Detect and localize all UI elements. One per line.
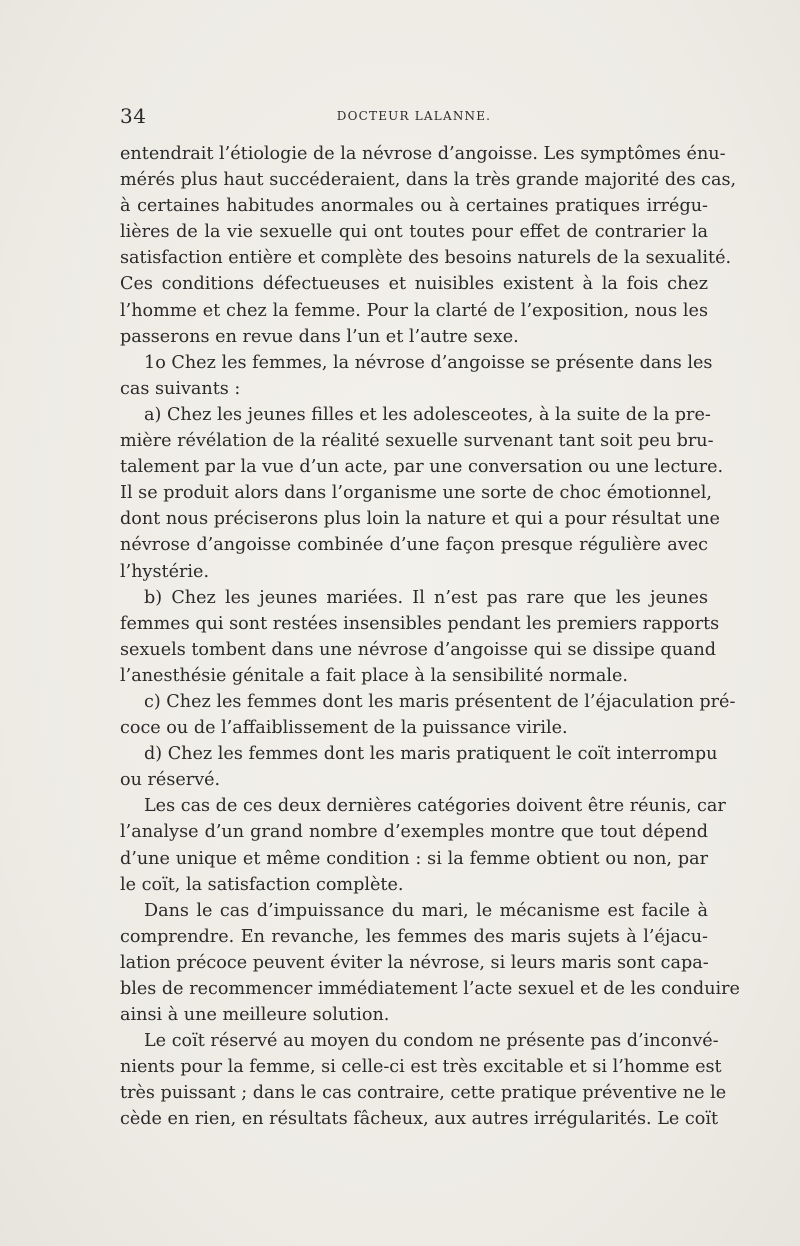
text-line: nients pour la femme, si celle-ci est très excitable et si l’homme est bbox=[120, 1057, 722, 1078]
text-line: Il se produit alors dans l’organisme une sorte de choc émotionnel, bbox=[120, 483, 712, 504]
text-line: Les cas de ces deux dernières catégories doivent être réunis, car bbox=[144, 796, 726, 817]
text-line: entendrait l’étiologie de la névrose d’angoisse. Les symptômes énu- bbox=[120, 144, 726, 164]
text-line: cas suivants : bbox=[120, 378, 241, 399]
text-line: névrose d’angoisse combinée d’une façon presque régulière avec bbox=[120, 535, 708, 556]
text-line: d) Chez les femmes dont les maris pratiquent le coït interrompu bbox=[144, 744, 718, 765]
running-head: DOCTEUR LALANNE. bbox=[336, 109, 492, 123]
text-line: l’analyse d’un grand nombre d’exemples montre que tout dépend bbox=[120, 822, 708, 843]
page-header bbox=[120, 104, 708, 128]
text-line: l’hystérie. bbox=[120, 561, 210, 582]
text-line: passerons en revue dans l’un et l’autre sexe. bbox=[120, 326, 519, 347]
body-text bbox=[120, 141, 740, 1133]
text-line: sexuels tombent dans une névrose d’angoisse qui se dissipe quand bbox=[120, 639, 717, 660]
text-line: Dans le cas d’impuissance du mari, le mécanisme est facile à bbox=[144, 900, 708, 921]
text-line: bles de recommencer immédiatement l’acte sexuel et de les conduire bbox=[120, 979, 740, 999]
text-line: Ces conditions défectueuses et nuisibles existent à la fois chez bbox=[120, 274, 708, 295]
text-line: comprendre. En revanche, les femmes des maris sujets à l’éjacu- bbox=[120, 926, 708, 947]
text-line: lation précoce peuvent éviter la névrose, si leurs maris sont capa- bbox=[120, 952, 709, 973]
text-line: ou réservé. bbox=[120, 770, 221, 791]
text-line: dont nous préciserons plus loin la nature et qui a pour résultat une bbox=[120, 509, 720, 530]
text-line: c) Chez les femmes dont les maris présentent de l’éjaculation pré- bbox=[144, 691, 736, 712]
text-line: Le coït réservé au moyen du condom ne présente pas d’inconvé- bbox=[144, 1031, 719, 1052]
text-line: à certaines habitudes anormales ou à certaines pratiques irrégu- bbox=[120, 196, 708, 217]
text-line: a) Chez les jeunes filles et les adolesceotes, à la suite de la pre- bbox=[144, 404, 711, 425]
text-line: lières de la vie sexuelle qui ont toutes pour effet de contrarier la bbox=[120, 222, 708, 243]
text-line: 1o Chez les femmes, la névrose d’angoisse se présente dans les bbox=[144, 352, 713, 373]
text-line: femmes qui sont restées insensibles pendant les premiers rapports bbox=[120, 613, 720, 634]
text-line: d’une unique et même condition : si la femme obtient ou non, par bbox=[120, 848, 708, 869]
page-number: 34 bbox=[120, 104, 147, 128]
text-line: coce ou de l’affaiblissement de la puissance virile. bbox=[120, 718, 568, 739]
text-line: l’anesthésie génitale a fait place à la sensibilité normale. bbox=[120, 665, 628, 686]
text-line: cède en rien, en résultats fâcheux, aux autres irrégularités. Le coït bbox=[120, 1109, 719, 1130]
text-line: très puissant ; dans le cas contraire, cette pratique préventive ne le bbox=[120, 1083, 727, 1104]
text-line: mérés plus haut succéderaient, dans la très grande majorité des cas, bbox=[120, 170, 737, 191]
text-line: l’homme et chez la femme. Pour la clarté de l’exposition, nous les bbox=[120, 300, 708, 321]
text-line: ainsi à une meilleure solution. bbox=[120, 1005, 390, 1026]
text-line: le coït, la satisfaction complète. bbox=[120, 874, 404, 895]
text-line: mière révélation de la réalité sexuelle survenant tant soit peu bru- bbox=[120, 431, 714, 452]
text-line: b) Chez les jeunes mariées. Il n’est pas rare que les jeunes bbox=[144, 587, 708, 608]
text-line: talement par la vue d’un acte, par une conversation ou une lecture. bbox=[120, 457, 724, 478]
text-line: satisfaction entière et complète des besoins naturels de la sexualité. bbox=[120, 248, 732, 269]
